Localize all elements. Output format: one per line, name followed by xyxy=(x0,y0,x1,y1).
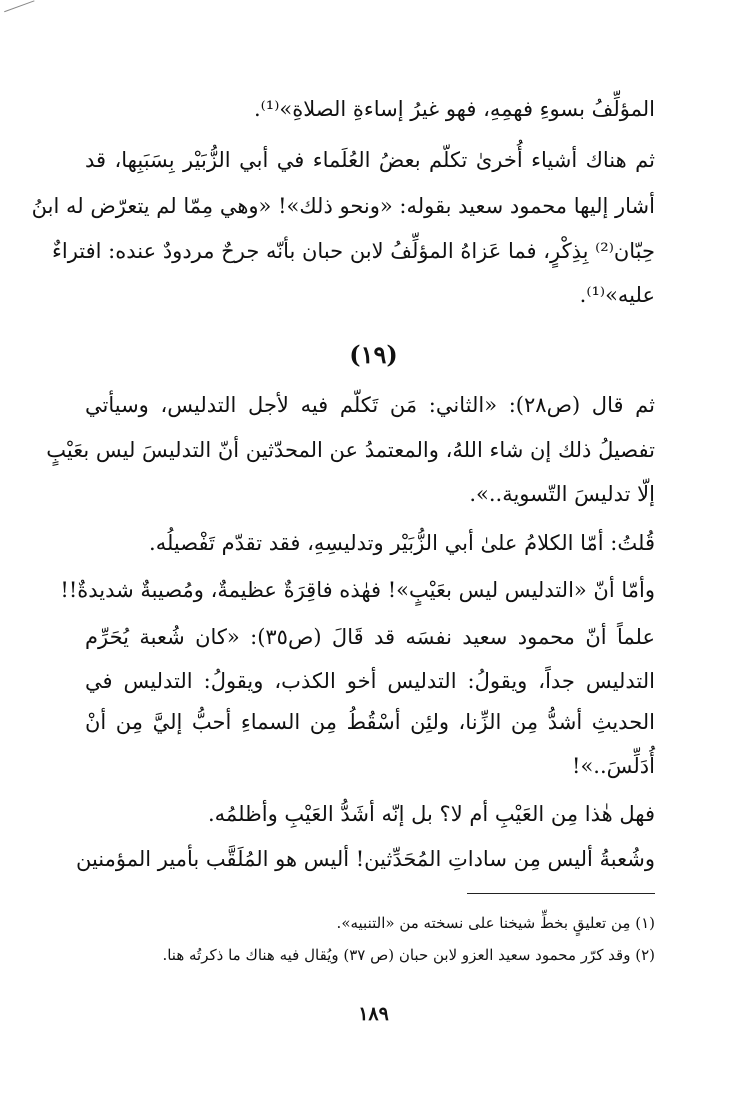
text-line-4: حِبّان⁽²⁾ بِذِكْرٍ، فما عَزاهُ المؤلِّفُ لابن حبان بأنّه جرحٌ مردودٌ عنده: افتراءٌ xyxy=(52,239,655,263)
text-line-10: وأمّا أنّ «التدليس ليس بعَيْبٍ»! فهٰذه فاقِرَةٌ عظيمةٌ، ومُصيبةٌ شديدةٌ!! xyxy=(60,578,655,602)
footnote-divider xyxy=(467,893,655,894)
footnote-1: (١) مِن تعليقٍ بخطِّ شيخنا على نسخته من «التنبيه». xyxy=(336,914,655,932)
text-line-1: المؤلِّفُ بسوءِ فهمِهِ، فهو غيرُ إساءةِ الصلاةِ»⁽¹⁾. xyxy=(253,97,655,121)
text-line-14: أُدَلِّسَ..»! xyxy=(572,754,655,778)
text-line-15: فهل هٰذا مِن العَيْبِ أم لا؟ بل إنّه أشَدُّ العَيْبِ وأظلمُه. xyxy=(208,802,655,826)
text-line-12: التدليس جداً، ويقولُ: التدليس أخو الكذب، ويقولُ: التدليس في xyxy=(85,669,655,693)
text-line-11: علماً أنّ محمود سعيد نفسَه قد قَالَ (ص٣٥): «كان شُعبة يُحَرِّم xyxy=(85,625,655,649)
corner-mark xyxy=(0,0,35,12)
text-line-5: عليه»⁽¹⁾. xyxy=(579,283,655,307)
text-line-7: تفصيلُ ذلك إن شاء اللهُ، والمعتمدُ عن المحدّثين أنّ التدليسَ ليس بعَيْبٍ xyxy=(46,438,655,462)
text-line-9: قُلتُ: أمّا الكلامُ علىٰ أبي الزُّبَيْر وتدليسِهِ، فقد تقدّم تَفْصيلُه. xyxy=(149,531,655,555)
page-number: ١٨٩ xyxy=(358,1003,389,1025)
text-line-16: وشُعبةُ أليس مِن ساداتِ المُحَدِّثين! أليس هو المُلَقَّب بأمير المؤمنين xyxy=(75,847,655,871)
text-line-13: الحديثِ أشدُّ مِن الزِّنا، ولئِن أسْقُطُ مِن السماءِ أحبُّ إليَّ مِن أنْ xyxy=(85,710,655,734)
text-line-6: ثم قال (ص٢٨): «الثاني: مَن تَكلّم فيه لأجل التدليس، وسيأتي xyxy=(85,393,655,417)
text-line-8: إلّا تدليسَ التّسوية..». xyxy=(469,482,655,506)
section-heading: (١٩) xyxy=(349,340,398,369)
footnote-2: (٢) وقد كرّر محمود سعيد العزو لابن حبان (ص ٣٧) ويُقال فيه هناك ما ذكرتُه هنا. xyxy=(162,946,655,964)
text-line-2: ثم هناك أشياء أُخرىٰ تكلّم بعضُ العُلَماء في أبي الزُّبَيْر بِسَبَبِها، قد xyxy=(85,148,655,172)
text-line-3: أشار إليها محمود سعيد بقوله: «ونحو ذلك»! «وهي مِمّا لم يتعرّض له ابنُ xyxy=(31,194,655,218)
